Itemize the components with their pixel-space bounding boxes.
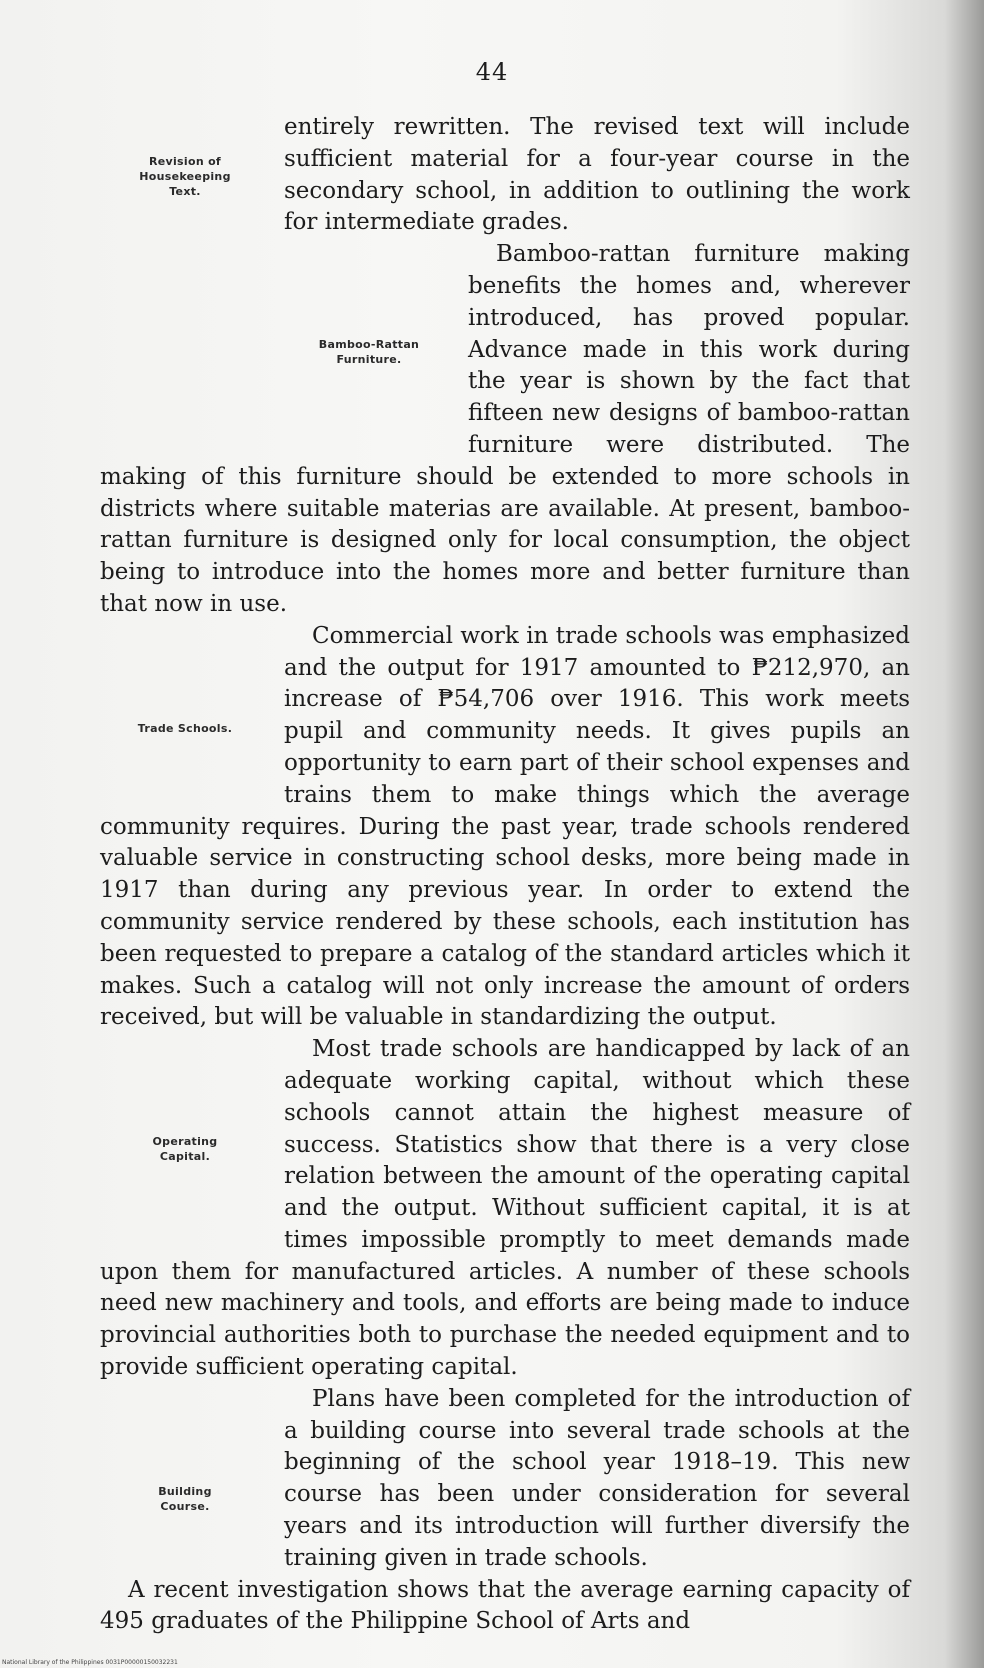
paragraph-bamboo bbox=[100, 239, 910, 621]
paragraph-investigation bbox=[100, 1575, 910, 1639]
page-number: 44 bbox=[475, 58, 509, 86]
body-text bbox=[100, 112, 910, 1638]
paragraph-trade bbox=[100, 621, 910, 1034]
margin-note-capital: Operating Capital. bbox=[152, 1135, 218, 1164]
paragraph-text: Plans have been completed for the introduction of a building course into several trade schools at the beginning of the school year 1918–19. This new course has been under consideration for several years and its introduction will further diversify the training given in trade schools. bbox=[284, 1385, 910, 1571]
paragraph-text: Most trade schools are handicapped by lack of an adequate working capital, without which these schools cannot attain the highest measure of success. Statistics show that there is a very close relation between the amount of the operating capital and the output. Without sufficient capital, it is at times impossible promptly to meet demands made upon them for manufactured articles. A number of these schools need new machinery and tools, and efforts are being made to induce provincial authorities both to purchase the needed equipment and to provide sufficient operating capital. bbox=[100, 1036, 910, 1381]
scan-footer: National Library of the Philippines 0031P00000150032231 bbox=[2, 1659, 178, 1666]
paragraph-text: Commercial work in trade schools was emphasized and the output for 1917 amounted to ₱212,970, an increase of ₱54,706 over 1916. This work meets pupil and community needs. It gives pupils an opportunity to earn part of their school expenses and trains them to make things which the average community requires. During the past year, trade schools rendered valuable service in constructing school desks, more being made in 1917 than during any previous year. In order to extend the community service rendered by these schools, each institution has been requested to prepare a catalog of the standard articles which it makes. Such a catalog will not only increase the amount of orders received, but will be valuable in standardizing the output. bbox=[100, 622, 910, 1031]
paragraph-housekeeping bbox=[100, 112, 910, 239]
margin-note-trade: Trade Schools. bbox=[137, 721, 233, 735]
paragraph-text: entirely rewritten. The revised text will include sufficient material for a four-year course in the secondary school, in addition to outlining the work for intermediate grades. bbox=[284, 114, 910, 236]
paragraph-capital bbox=[100, 1034, 910, 1384]
paragraph-text: A recent investigation shows that the average earning capacity of 495 graduates of the Philippine School of Arts and bbox=[100, 1576, 910, 1635]
margin-note-bamboo: Bamboo-Rattan Furniture. bbox=[318, 338, 420, 367]
paragraph-text: Bamboo-rattan furniture making benefits the homes and, wherever introduced, has proved popular. Advance made in this work during the year is shown by the fact that fifteen new designs of bamboo-rattan furniture were distributed. The making of this furniture should be extended to more schools in districts where suitable materias are available. At present, bamboo-rattan furniture is designed only for local consumption, the object being to introduce into the homes more and better furniture than that now in use. bbox=[100, 241, 910, 617]
paragraph-building bbox=[100, 1384, 910, 1575]
margin-note-building: Building Course. bbox=[158, 1484, 212, 1513]
margin-note-housekeeping: Revision of Housekeeping Text. bbox=[139, 155, 231, 198]
